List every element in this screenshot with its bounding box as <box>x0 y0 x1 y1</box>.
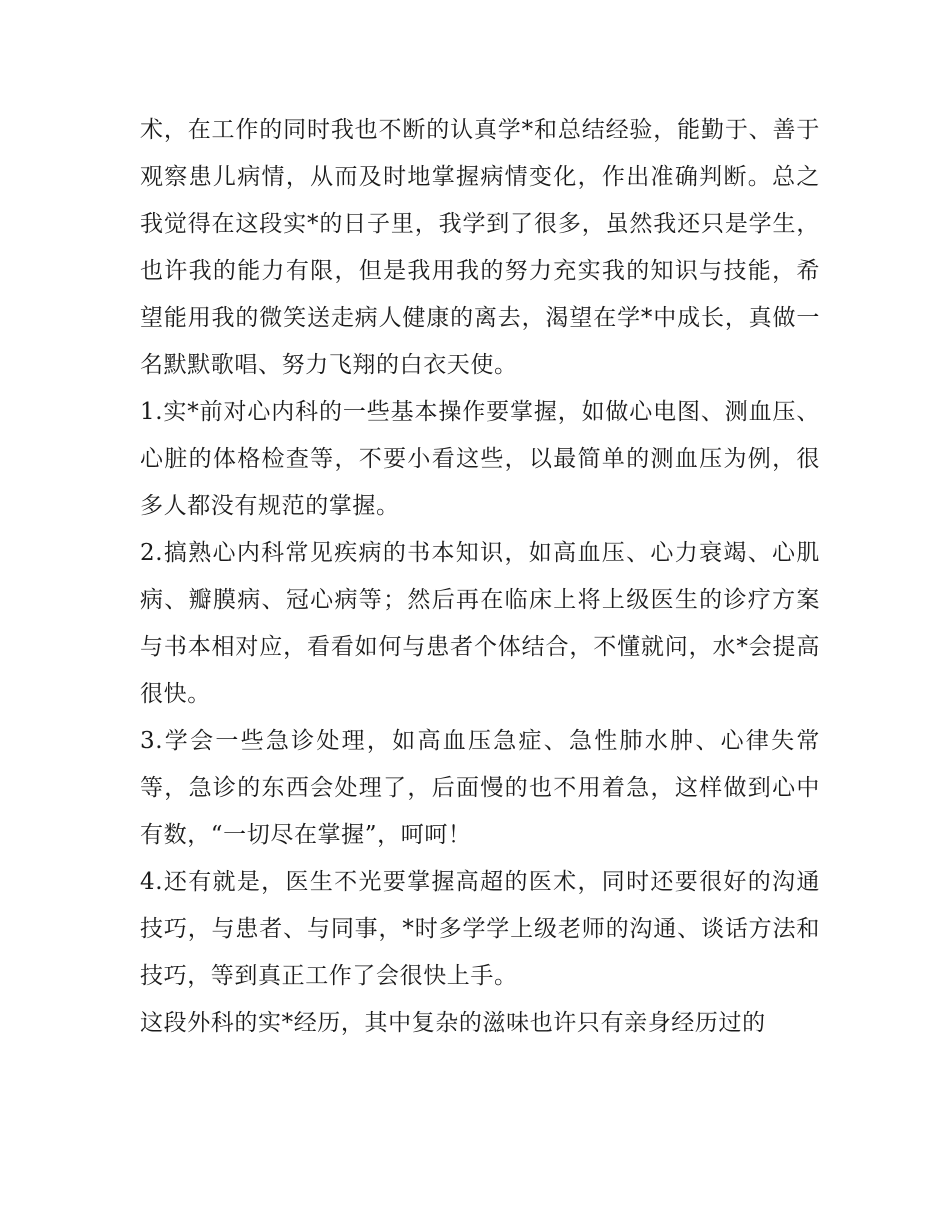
paragraph-tip-1: 1.实*前对心内科的一些基本操作要掌握，如做心电图、测血压、心脏的体格检查等，不要小看这些，以最简单的测血压为例，很多人都没有规范的掌握。 <box>140 399 820 519</box>
paragraph-reflection: 术，在工作的同时我也不断的认真学*和总结经验，能勤于、善于观察患儿病情，从而及时地掌握病情变化，作出准确判断。总之我觉得在这段实*的日子里，我学到了很多，虽然我还只是学生，也许我的能力有限，但是我用我的努力充实我的知识与技能，希望能用我的微笑送走病人健康的离去，渴望在学*中成长，真做一名默默歌唱、努力飞翔的白衣天使。 <box>140 117 820 378</box>
paragraph-surgery-experience: 这段外科的实*经历，其中复杂的滋味也许只有亲身经历过的 <box>140 1010 766 1036</box>
paragraph-tip-3: 3.学会一些急诊处理，如高血压急症、急性肺水肿、心律失常等，急诊的东西会处理了，后面慢的也不用着急，这样做到心中有数，“一切尽在掌握”，呵呵！ <box>140 728 820 848</box>
paragraph-tip-2: 2.搞熟心内科常见疾病的书本知识，如高血压、心力衰竭、心肌病、瓣膜病、冠心病等；然后再在临床上将上级医生的诊疗方案与书本相对应，看看如何与患者个体结合，不懂就问，水*会提高很快。 <box>140 540 820 707</box>
paragraph-tip-4: 4.还有就是，医生不光要掌握高超的医术，同时还要很好的沟通技巧，与患者、与同事，*时多学学上级老师的沟通、谈话方法和技巧，等到真正工作了会很快上手。 <box>140 869 820 989</box>
document-body <box>140 107 820 1047</box>
